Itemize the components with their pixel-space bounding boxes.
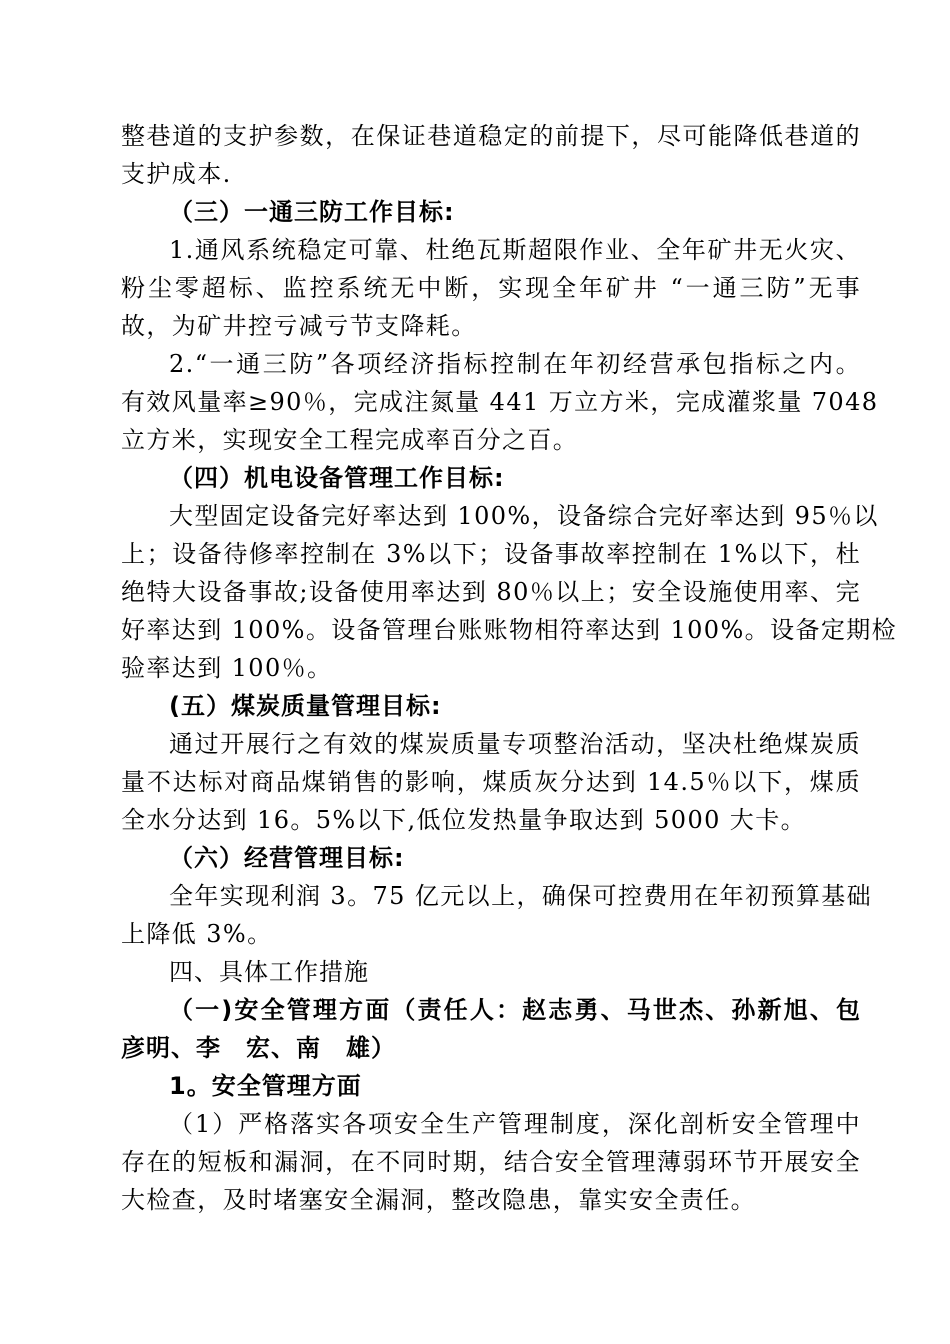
paragraph-line: 大型固定设备完好率达到 100%，设备综合完好率达到 95％以 — [169, 502, 879, 530]
paragraph-line: 立方米，实现安全工程完成率百分之百。 — [121, 426, 579, 454]
paragraph-line: 存在的短板和漏洞，在不同时期，结合安全管理薄弱环节开展安全 — [121, 1148, 861, 1176]
paragraph-line: 通过开展行之有效的煤炭质量专项整治活动，坚决杜绝煤炭质 — [169, 730, 861, 758]
section-heading: （六）经营管理目标: — [169, 844, 405, 872]
paragraph-line: 大检查，及时堵塞安全漏洞，整改隐患，靠实安全责任。 — [121, 1186, 756, 1214]
paragraph-line: 整巷道的支护参数，在保证巷道稳定的前提下，尽可能降低巷道的 — [121, 122, 861, 150]
paragraph-line: 1.通风系统稳定可靠、杜绝瓦斯超限作业、全年矿井无火灾、 — [169, 236, 861, 264]
section-heading: （一)安全管理方面（责任人：赵志勇、马世杰、孙新旭、包 — [169, 996, 861, 1024]
document-page — [121, 117, 898, 1219]
paragraph-line: 有效风量率≥90％，完成注氮量 441 万立方米，完成灌浆量 7048 — [121, 388, 879, 416]
chapter-heading: 四、具体工作措施 — [169, 958, 369, 986]
paragraph-line: （1）严格落实各项安全生产管理制度，深化剖析安全管理中 — [169, 1110, 861, 1138]
paragraph-line: 粉尘零超标、监控系统无中断，实现全年矿井 “一通三防”无事 — [121, 274, 861, 302]
section-heading: （三）一通三防工作目标: — [169, 198, 455, 226]
paragraph-line: 2.“一通三防”各项经济指标控制在年初经营承包指标之内。 — [169, 350, 861, 378]
paragraph-line: 支护成本. — [121, 160, 232, 188]
paragraph-line: 全水分达到 16。5%以下,低位发热量争取达到 5000 大卡。 — [121, 806, 807, 834]
paragraph-line: 绝特大设备事故;设备使用率达到 80％以上；安全设施使用率、完 — [121, 578, 861, 606]
paragraph-line: 上；设备待修率控制在 3%以下；设备事故率控制在 1%以下，杜 — [121, 540, 861, 568]
section-heading-continued: 彦明、李 宏、南 雄） — [121, 1034, 396, 1062]
paragraph-line: 上降低 3%。 — [121, 920, 273, 948]
paragraph-line: 全年实现利润 3。75 亿元以上，确保可控费用在年初预算基础 — [169, 882, 873, 910]
subsection-heading: 1。安全管理方面 — [169, 1072, 362, 1100]
paragraph-line: 故，为矿井控亏减亏节支降耗。 — [121, 312, 477, 340]
paragraph-line: 好率达到 100%。设备管理台账账物相符率达到 100%。设备定期检 — [121, 616, 898, 644]
section-heading: （四）机电设备管理工作目标: — [169, 464, 505, 492]
paragraph-line: 量不达标对商品煤销售的影响，煤质灰分达到 14.5％以下，煤质 — [121, 768, 861, 796]
section-heading: (五）煤炭质量管理目标: — [169, 692, 442, 720]
paragraph-line: 验率达到 100％。 — [121, 654, 333, 682]
